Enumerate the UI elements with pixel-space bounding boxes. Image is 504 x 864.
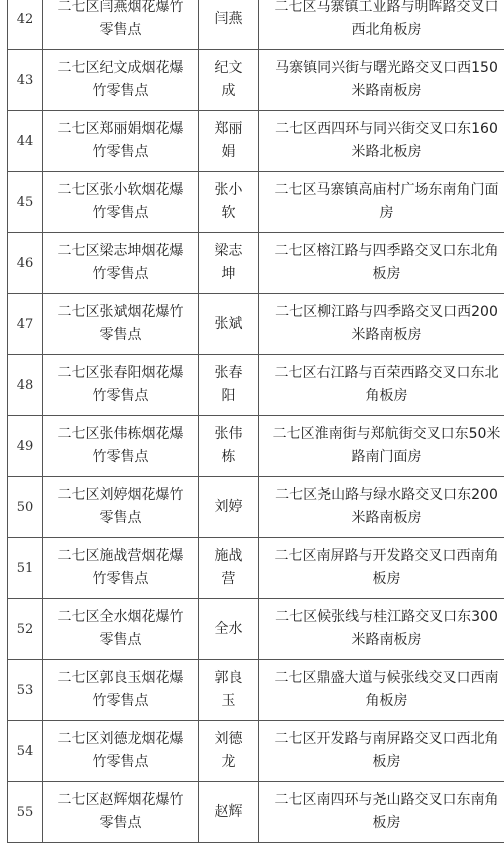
shop-name-cell	[43, 0, 199, 50]
retail-points-table	[7, 0, 504, 843]
person-cell	[199, 538, 259, 599]
shop-name: 二七区施战营烟花爆竹零售点	[57, 548, 184, 587]
address-text: 二七区南屏路与开发路交叉口西南角板房	[274, 548, 499, 587]
person-cell	[199, 0, 259, 50]
address-cell	[259, 50, 504, 111]
person-name: 施战营	[214, 548, 243, 587]
address-cell	[259, 355, 504, 416]
row-number-cell: 45	[8, 172, 43, 233]
person-cell	[199, 599, 259, 660]
row-number-cell: 54	[8, 721, 43, 782]
table-row	[8, 50, 504, 111]
shop-name-cell	[43, 416, 199, 477]
person-cell	[199, 172, 259, 233]
row-number-cell: 51	[8, 538, 43, 599]
address-cell	[259, 660, 504, 721]
shop-name-cell	[43, 111, 199, 172]
row-number-cell: 42	[8, 0, 43, 50]
shop-name-cell	[43, 355, 199, 416]
person-cell	[199, 477, 259, 538]
table-row	[8, 782, 504, 843]
person-name: 纪文成	[214, 60, 243, 99]
table-row	[8, 660, 504, 721]
table-row	[8, 477, 504, 538]
shop-name: 二七区张小软烟花爆竹零售点	[57, 182, 184, 221]
shop-name: 二七区刘婷烟花爆竹零售点	[57, 487, 184, 526]
table-row	[8, 0, 504, 50]
address-text: 二七区马寨镇高庙村广场东南角门面房	[274, 182, 499, 221]
person-name: 张斌	[214, 315, 243, 332]
shop-name-cell	[43, 233, 199, 294]
address-text: 二七区西四环与同兴街交叉口东160米路北板房	[275, 121, 498, 160]
address-cell	[259, 172, 504, 233]
table-body	[8, 0, 504, 843]
person-name: 张伟栋	[214, 426, 243, 465]
address-cell	[259, 721, 504, 782]
table-row	[8, 721, 504, 782]
person-name: 郭良玉	[214, 670, 243, 709]
row-number-cell: 50	[8, 477, 43, 538]
shop-name-cell	[43, 599, 199, 660]
address-text: 二七区柳江路与四季路交叉口西200米路南板房	[275, 304, 498, 343]
table-row	[8, 294, 504, 355]
shop-name-cell	[43, 50, 199, 111]
shop-name-cell	[43, 721, 199, 782]
address-text: 二七区开发路与南屏路交叉口西北角板房	[274, 731, 499, 770]
address-text: 马寨镇同兴街与曙光路交叉口西150米路南板房	[275, 60, 498, 99]
row-number-cell: 49	[8, 416, 43, 477]
shop-name: 二七区刘德龙烟花爆竹零售点	[57, 731, 184, 770]
person-cell	[199, 111, 259, 172]
row-number-cell: 53	[8, 660, 43, 721]
address-text: 二七区南四环与尧山路交叉口东南角板房	[274, 792, 499, 831]
person-cell	[199, 355, 259, 416]
address-cell	[259, 416, 504, 477]
shop-name-cell	[43, 172, 199, 233]
table-row	[8, 233, 504, 294]
shop-name: 二七区张斌烟花爆竹零售点	[57, 304, 184, 343]
shop-name: 二七区全水烟花爆竹零售点	[57, 609, 184, 648]
shop-name: 二七区张春阳烟花爆竹零售点	[57, 365, 184, 404]
table-row	[8, 355, 504, 416]
person-cell	[199, 294, 259, 355]
shop-name: 二七区梁志坤烟花爆竹零售点	[57, 243, 184, 282]
address-text: 二七区马寨镇工业路与明晖路交叉口西北角板房	[274, 0, 499, 38]
address-text: 二七区右江路与百荣西路交叉口东北角板房	[274, 365, 499, 404]
address-cell	[259, 233, 504, 294]
address-cell	[259, 477, 504, 538]
person-cell	[199, 721, 259, 782]
address-text: 二七区淮南街与郑航街交叉口东50米路南门面房	[272, 426, 501, 465]
address-text: 二七区鼎盛大道与候张线交叉口西南角板房	[274, 670, 499, 709]
address-cell	[259, 111, 504, 172]
address-cell	[259, 599, 504, 660]
shop-name: 二七区纪文成烟花爆竹零售点	[57, 60, 184, 99]
person-cell	[199, 416, 259, 477]
shop-name: 二七区赵辉烟花爆竹零售点	[57, 792, 184, 831]
person-name: 郑丽娟	[214, 121, 243, 160]
person-name: 全水	[214, 620, 243, 637]
shop-name: 二七区郭良玉烟花爆竹零售点	[57, 670, 184, 709]
person-cell	[199, 233, 259, 294]
person-name: 张春阳	[214, 365, 243, 404]
person-name: 刘德龙	[214, 731, 243, 770]
shop-name-cell	[43, 538, 199, 599]
person-name: 闫燕	[214, 10, 243, 27]
shop-name-cell	[43, 477, 199, 538]
person-name: 刘婷	[214, 498, 243, 515]
address-cell	[259, 0, 504, 50]
person-cell	[199, 50, 259, 111]
row-number-cell: 44	[8, 111, 43, 172]
shop-name-cell	[43, 660, 199, 721]
table-row	[8, 172, 504, 233]
address-text: 二七区榕江路与四季路交叉口东北角板房	[274, 243, 499, 282]
shop-name: 二七区闫燕烟花爆竹零售点	[57, 0, 184, 38]
row-number-cell: 55	[8, 782, 43, 843]
person-name: 赵辉	[214, 803, 243, 820]
address-cell	[259, 294, 504, 355]
address-text: 二七区尧山路与绿水路交叉口东200米路南板房	[275, 487, 498, 526]
table-row	[8, 599, 504, 660]
row-number-cell: 48	[8, 355, 43, 416]
row-number-cell: 47	[8, 294, 43, 355]
table-row	[8, 111, 504, 172]
shop-name: 二七区郑丽娟烟花爆竹零售点	[57, 121, 184, 160]
address-cell	[259, 538, 504, 599]
table-row	[8, 538, 504, 599]
row-number-cell: 46	[8, 233, 43, 294]
person-name: 梁志坤	[214, 243, 243, 282]
person-name: 张小软	[214, 182, 243, 221]
person-cell	[199, 660, 259, 721]
row-number-cell: 43	[8, 50, 43, 111]
shop-name-cell	[43, 782, 199, 843]
person-cell	[199, 782, 259, 843]
address-cell	[259, 782, 504, 843]
table-row	[8, 416, 504, 477]
address-text: 二七区候张线与桂江路交叉口东300米路南板房	[275, 609, 498, 648]
row-number-cell: 52	[8, 599, 43, 660]
shop-name: 二七区张伟栋烟花爆竹零售点	[57, 426, 184, 465]
shop-name-cell	[43, 294, 199, 355]
